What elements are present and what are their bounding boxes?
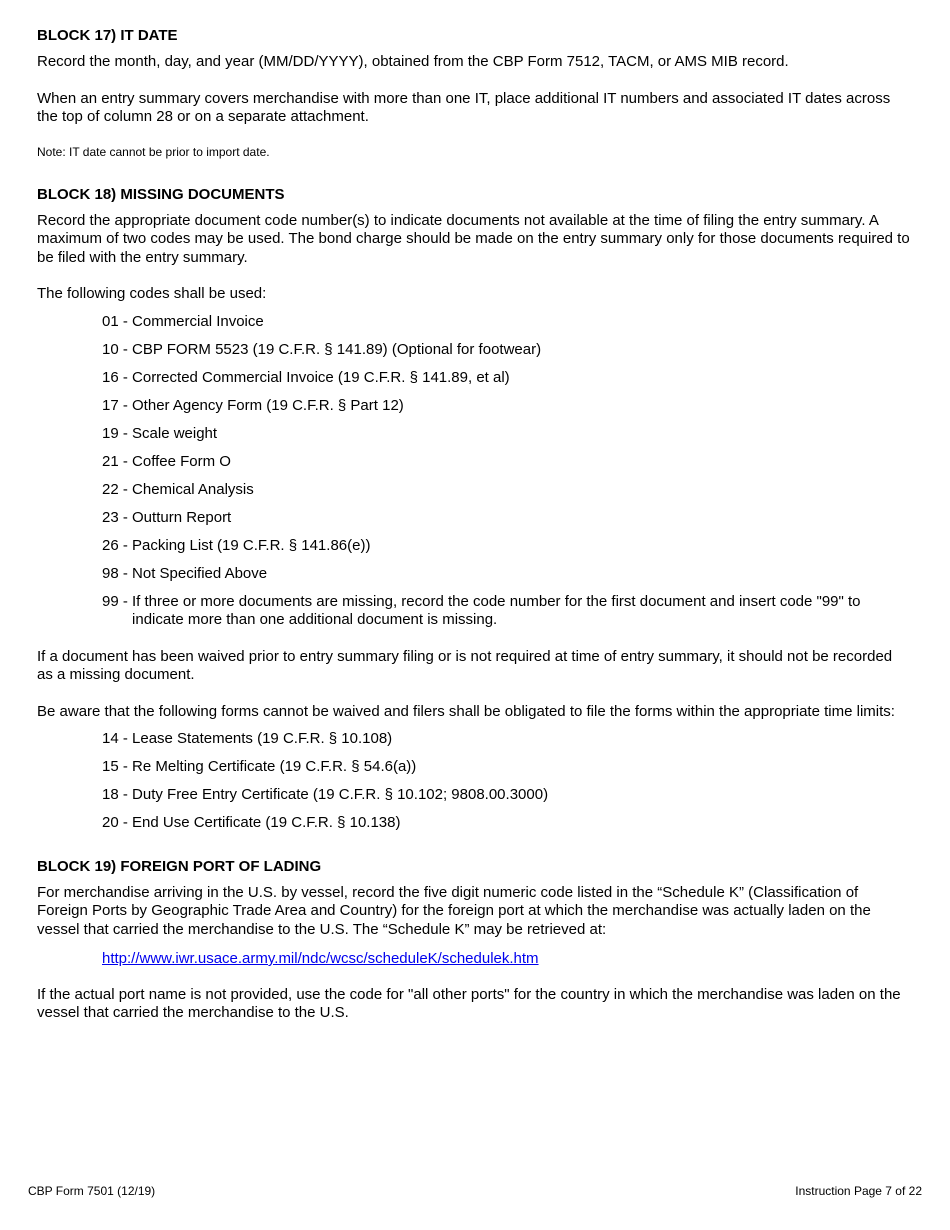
code-number: 21 - [102, 452, 133, 470]
code-description: Chemical Analysis [132, 480, 254, 498]
block19-title: BLOCK 19) FOREIGN PORT OF LADING [37, 857, 322, 875]
code-description: End Use Certificate (19 C.F.R. § 10.138) [132, 814, 401, 831]
code-number: 19 - [102, 424, 133, 442]
code-description: Other Agency Form (19 C.F.R. § Part 12) [132, 396, 404, 414]
code-number: 01 - [102, 312, 133, 330]
block19-section [37, 858, 912, 1023]
block18-waived-paragraph: If a document has been waived prior to entry summary filing or is not required at time of entry summary, it should not be recorded as a missing document. [37, 647, 893, 683]
footer-page-number: Instruction Page 7 of 22 [795, 1184, 922, 1198]
list-item [102, 814, 912, 833]
list-item [102, 369, 912, 388]
block17-paragraph-2: When an entry summary covers merchandise with more than one IT, place additional IT numbers and associated IT dates across the top of column 28 or on a separate attachment. [37, 89, 891, 125]
block17-note: Note: IT date cannot be prior to import date. [37, 144, 270, 159]
list-item [102, 509, 912, 528]
code-description: If three or more documents are missing, record the code number for the first document and insert code "99" to indicate more than one additional document is missing. [132, 592, 861, 628]
code-description: CBP FORM 5523 (19 C.F.R. § 141.89) (Optional for footwear) [132, 340, 542, 358]
code-number: 23 - [102, 508, 133, 526]
code-number: 14 - [102, 730, 133, 747]
footer-form-id: CBP Form 7501 (12/19) [28, 1184, 156, 1198]
code-description: Corrected Commercial Invoice (19 C.F.R. § 141.89, et al) [132, 368, 510, 386]
code-number: 20 - [102, 814, 133, 831]
document-page [37, 27, 912, 1041]
code-description: Re Melting Certificate (19 C.F.R. § 54.6(a)) [132, 758, 417, 775]
code-description: Outturn Report [132, 508, 232, 526]
list-item [102, 397, 912, 416]
code-number: 98 - [102, 564, 133, 582]
block17-paragraph-1: Record the month, day, and year (MM/DD/YYYY), obtained from the CBP Form 7512, TACM, or AMS MIB record. [37, 53, 789, 70]
list-item [102, 593, 912, 630]
list-item [102, 481, 912, 500]
list-item [102, 565, 912, 584]
code-number: 22 - [102, 480, 133, 498]
list-item [102, 730, 912, 749]
code-number: 18 - [102, 786, 133, 803]
non-waivable-forms-list [102, 730, 912, 833]
code-description: Duty Free Entry Certificate (19 C.F.R. § 10.102; 9808.00.3000) [132, 786, 549, 803]
block19-paragraph-1: For merchandise arriving in the U.S. by vessel, record the five digit numeric code listed in the “Schedule K” (Classification of Foreign Ports by Geographic Trade Area and Country) for the foreign port at which the merchandise was actually laden on the vessel that carried the merchandise to the U.S. The “Schedule K” may be retrieved at: [37, 883, 871, 938]
code-number: 16 - [102, 368, 133, 386]
list-item [102, 786, 912, 805]
schedule-k-link-line [102, 950, 912, 969]
list-item [102, 341, 912, 360]
code-description: Commercial Invoice [132, 312, 264, 330]
list-item [102, 425, 912, 444]
code-description: Scale weight [132, 424, 218, 442]
block17-section [37, 27, 912, 160]
missing-document-codes-list [102, 313, 912, 630]
block18-codes-intro: The following codes shall be used: [37, 285, 267, 302]
list-item [102, 758, 912, 777]
block18-aware-paragraph: Be aware that the following forms cannot be waived and filers shall be obligated to file the forms within the appropriate time limits: [37, 702, 895, 720]
block18-title: BLOCK 18) MISSING DOCUMENTS [37, 185, 285, 203]
code-description: Lease Statements (19 C.F.R. § 10.108) [132, 730, 393, 747]
code-description: Not Specified Above [132, 564, 268, 582]
code-number: 17 - [102, 396, 133, 414]
schedule-k-link[interactable]: http://www.iwr.usace.army.mil/ndc/wcsc/scheduleK/schedulek.htm [102, 950, 539, 967]
code-number: 26 - [102, 536, 133, 554]
list-item [102, 313, 912, 332]
block19-paragraph-2: If the actual port name is not provided, use the code for "all other ports" for the country in which the merchandise was laden on the vessel that carried the merchandise to the U.S. [37, 985, 901, 1021]
block17-title: BLOCK 17) IT DATE [37, 27, 178, 44]
list-item [102, 537, 912, 556]
list-item [102, 453, 912, 472]
code-number: 99 - [102, 592, 133, 610]
code-number: 10 - [102, 340, 133, 358]
block18-section [37, 186, 912, 833]
block18-paragraph-1: Record the appropriate document code number(s) to indicate documents not available at the time of filing the entry summary. A maximum of two codes may be used. The bond charge should be made on the entry summary only for those documents required to be filed with the entry summary. [37, 211, 910, 266]
code-description: Packing List (19 C.F.R. § 141.86(e)) [132, 536, 371, 554]
code-number: 15 - [102, 758, 133, 775]
code-description: Coffee Form O [132, 452, 231, 470]
